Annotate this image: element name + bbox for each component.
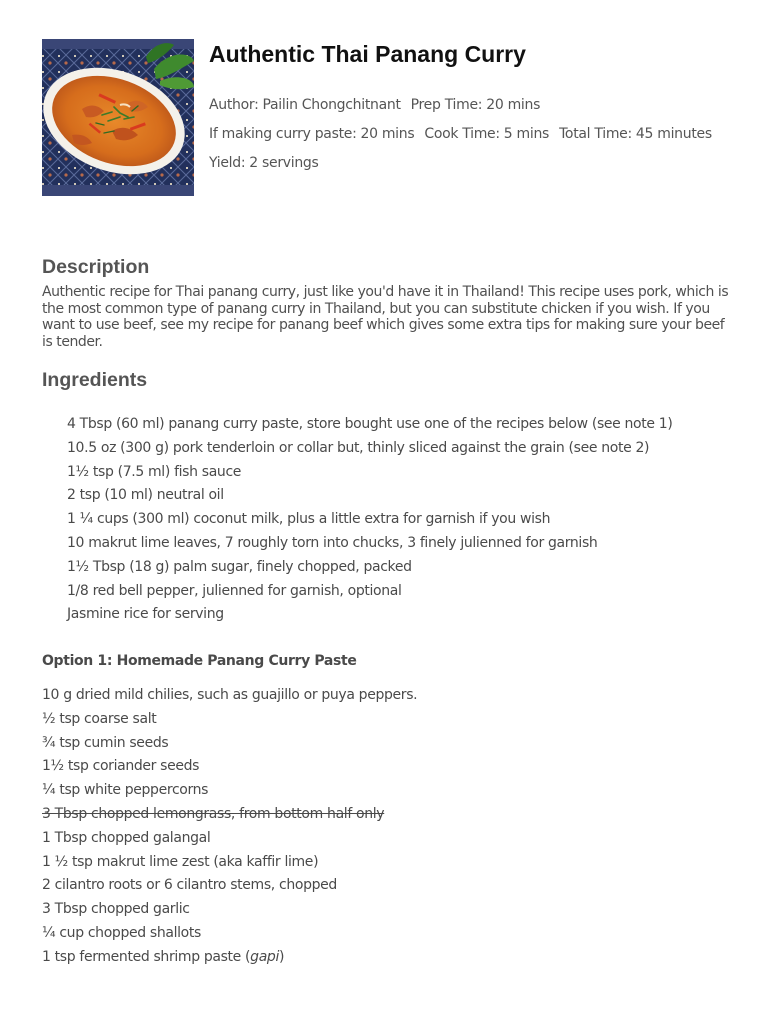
yield-value: 2 servings [249,155,319,171]
curry-paste-heading: Option 1: Homemade Panang Curry Paste [42,653,357,669]
paste-item: 3 Tbsp chopped garlic [42,901,190,918]
paste-item: 1 ½ tsp makrut lime zest (aka kaffir lime) [42,853,319,870]
recipe-meta-times [209,125,712,143]
shrimp-paste-thai-name: gapi [250,948,279,965]
paste-item: ½ tsp coarse salt [42,710,157,727]
recipe-header [42,39,732,199]
paste-item: ¾ tsp cumin seeds [42,734,169,751]
shrimp-paste-text: 1 tsp fermented shrimp paste ( [42,948,251,965]
ingredient-item: 1½ tsp (7.5 ml) fish sauce [67,463,242,480]
ingredient-item: 10 makrut lime leaves, 7 roughly torn into chucks, 3 finely julienned for garnish [67,534,598,551]
paste-item-shrimp [42,946,417,970]
description-heading: Description [42,256,150,278]
paste-item: 2 cilantro roots or 6 cilantro stems, chopped [42,877,337,894]
total-time-value: 45 minutes [635,126,712,142]
recipe-title: Authentic Thai Panang Curry [209,41,526,67]
ingredient-item: 1/8 red bell pepper, julienned for garnish, optional [67,582,402,599]
total-time-label: Total Time: [559,126,632,142]
prep-time-label: Prep Time: [410,97,483,113]
recipe-meta-yield [209,154,319,172]
ingredient-item: 1½ Tbsp (18 g) palm sugar, finely chopped, packed [67,558,412,575]
ingredient-item: 4 Tbsp (60 ml) panang curry paste, store bought use one of the recipes below (see note 1) [67,416,673,432]
paste-time-value: 20 mins [360,126,415,142]
ingredients-heading: Ingredients [42,369,148,391]
paste-time-label: If making curry paste: [209,126,357,142]
paste-item: 1 Tbsp chopped galangal [42,829,211,846]
paste-item: 10 g dried mild chilies, such as guajillo or puya peppers. [42,687,418,703]
cook-time-label: Cook Time: [424,126,500,142]
ingredient-item: 10.5 oz (300 g) pork tenderloin or collar but, thinly sliced against the grain (see note 2) [67,439,650,456]
ingredients-list [67,413,672,627]
shrimp-paste-close: ) [279,948,285,965]
cook-time-value: 5 mins [503,126,550,142]
recipe-meta-author-prep [209,96,540,114]
recipe-image [42,39,194,196]
ingredient-item: 2 tsp (10 ml) neutral oil [67,487,224,504]
curry-paste-list [42,684,417,970]
author-name: Pailin Chongchitnant [262,97,401,113]
description-text: Authentic recipe for Thai panang curry, just like you'd have it in Thailand! This recipe uses pork, which is the most common type of panang curry in Thailand, but you can substitute chicken if you wish. If you want to use beef, see my recipe for panang beef which gives some extra tips for making sure your beef is tender. [42,284,729,350]
prep-time-value: 20 mins [486,97,541,113]
yield-label: Yield: [209,155,246,171]
author-label: Author: [209,97,259,113]
ingredient-item: 1 ¼ cups (300 ml) coconut milk, plus a little extra for garnish if you wish [67,511,551,528]
paste-item: ¼ cup chopped shallots [42,924,201,941]
paste-item: 1½ tsp coriander seeds [42,758,200,775]
ingredient-item: Jasmine rice for serving [67,606,224,623]
paste-item-struck: 3 Tbsp chopped lemongrass, from bottom half only [42,805,385,822]
paste-item: ¼ tsp white peppercorns [42,782,209,799]
